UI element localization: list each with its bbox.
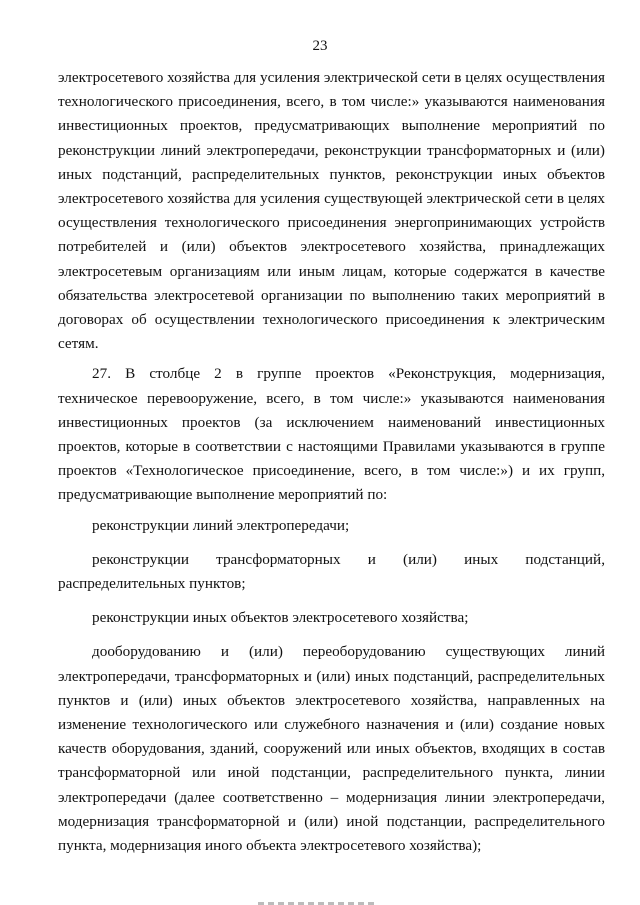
document-body	[58, 66, 605, 858]
list-item-reconstruction-substations: реконструкции трансформаторных и (или) иных подстанций, распределительных пунктов;	[58, 550, 605, 593]
list-item-reconstruction-lines: реконструкции линий электропередачи;	[92, 516, 350, 534]
list-item-modernization: дооборудованию и (или) переоборудованию существующих линий электропередачи, трансформаторных и (или) иных подстанций, распределительных пунктов и (или) иных объектов электросетевого хозяйства, направленных на изменение технологического или служебного назначения и (или) создание новых качеств оборудования, зданий, сооружений или иных объектов, входящих в состав трансформаторной или иной подстанции, распределительного пункта, линии электропередачи (далее соответственно – модернизация линии электропередачи, модернизация трансформаторной и (или) иной подстанции, распределительного пункта, модернизация иного объекта электросетевого хозяйства);	[58, 643, 605, 855]
paragraph-item-27: 27. В столбце 2 в группе проектов «Реконструкция, модернизация, техническое перевооружение, всего, в том числе:» указываются наименования инвестиционных проектов (за исключением наименований инвестиционных проектов, которые в соответствии с настоящими Правилами указываются в группе проектов «Технологическое присоединение, всего, в том числе:») и их групп, предусматривающие выполнение мероприятий по:	[58, 365, 605, 504]
paragraph-continuation: электросетевого хозяйства для усиления электрической сети в целях осуществления технологического присоединения, всего, в том числе:» указываются наименования инвестиционных проектов, предусматривающих выполнение мероприятий по реконструкции линий электропередачи, реконструкции трансформаторных и (или) иных подстанций, распределительных пунктов, реконструкции иных объектов электросетевого хозяйства для усиления существующей электрической сети в целях осуществления технологического присоединения энергопринимающих устройств потребителей и (или) объектов электросетевого хозяйства, принадлежащих электросетевым организациям или иным лицам, которые содержатся в качестве обязательства электросетевой организации по выполнению таких мероприятий в договорах об осуществлении технологического присоединения к электрическим сетям.	[58, 69, 605, 353]
page-number: 23	[312, 38, 328, 54]
list-item-reconstruction-other-objects: реконструкции иных объектов электросетевого хозяйства;	[92, 609, 469, 627]
